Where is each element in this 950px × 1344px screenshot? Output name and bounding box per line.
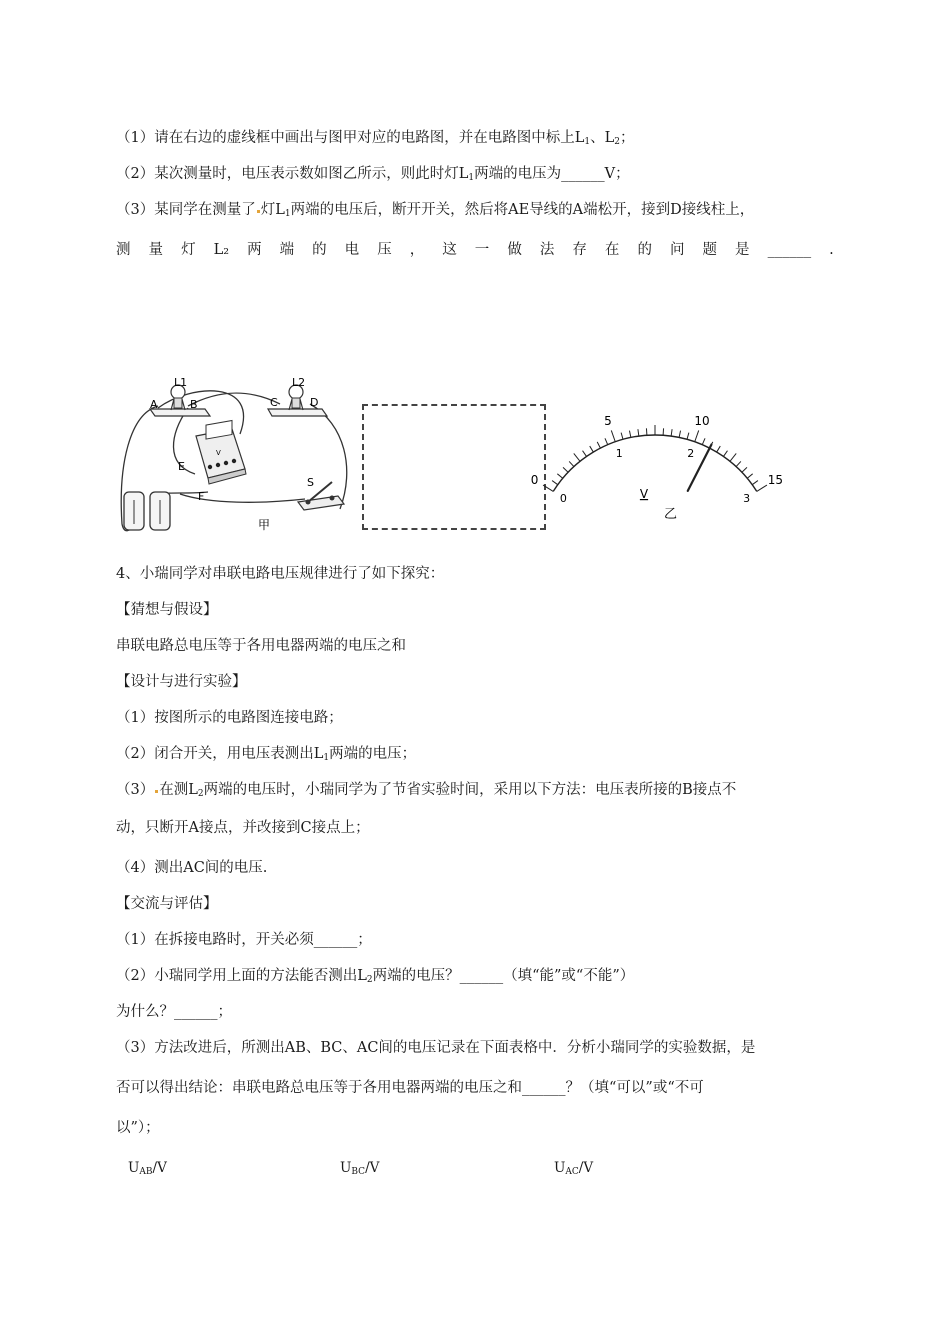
label-l1: L1 (174, 376, 188, 389)
dial-lower-label: 1 (615, 447, 623, 461)
dial-upper-label: 0 (530, 472, 539, 487)
spread-char: 电 (344, 242, 360, 258)
dial-tick (629, 431, 630, 438)
label-switch: S (307, 476, 314, 489)
spread-char: 量 (148, 242, 164, 258)
dial-tick (736, 461, 741, 466)
voltmeter-device (196, 420, 246, 484)
terminal-a: A (150, 398, 158, 411)
dial-tick (695, 430, 699, 441)
table-header-uac: $U_{AC}/V$ (554, 1160, 594, 1177)
q4-step3-continued: 动，只断开A接点，并改接到C接点上； (116, 820, 370, 836)
circuit-drawing-box[interactable] (362, 404, 546, 530)
dial-lower-label: 2 (687, 447, 695, 461)
terminal-b: B (190, 398, 198, 411)
dial-tick (742, 467, 747, 472)
table-header-ubc: $U_{BC}/V$ (340, 1160, 380, 1177)
spread-char: 一 (474, 242, 490, 258)
q4-eval3: （3）方法改进后，所测出AB、BC、AC间的电压记录在下面表格中．分析小瑞同学的实验数据，是 (116, 1040, 756, 1056)
dial-tick (730, 453, 736, 461)
q4-step2: （2）闭合开关，用电压表测出$L_1$两端的电压； (116, 746, 417, 763)
voltmeter-dial-yi (530, 380, 784, 530)
annotation-dot (257, 210, 260, 213)
dial-tick (557, 474, 562, 478)
spread-char: 问 (669, 242, 685, 258)
voltmeter-symbol: V (216, 449, 221, 457)
dial-tick (583, 451, 587, 457)
spread-char: . (829, 242, 834, 258)
label-l2: L2 (292, 376, 306, 389)
dial-tick (621, 433, 623, 440)
dial-tick (569, 461, 574, 466)
q4-heading-evaluation: 【交流与评估】 (116, 896, 218, 912)
q4-eval3-continued: 否可以得出结论：串联电路总电压等于各用电器两端的电压之和______？（填“可以”或“不可 (116, 1080, 704, 1096)
q4-hypothesis: 串联电路总电压等于各用电器两端的电压之和 (116, 638, 406, 654)
dial-tick (605, 438, 608, 444)
dial-upper-label: 10 (694, 414, 710, 429)
table-header-uab: $U_{AB}/V$ (128, 1160, 167, 1177)
spread-char: 在 (604, 242, 620, 258)
q4-eval1: （1）在拆接电路时，开关必须______； (116, 932, 372, 948)
spread-char: L₂ (213, 242, 230, 258)
spread-char: 题 (702, 242, 718, 258)
spread-char: 的 (312, 242, 327, 258)
q3-sub3: （3）某同学在测量了 灯$L_1$两端的电压后，断开开关，然后将AE导线的A端松开，接到D接线柱上， (116, 202, 755, 219)
switch-device (298, 482, 344, 510)
dial-lower-label: 0 (559, 491, 567, 505)
dial-tick (687, 433, 689, 440)
q4-step1: （1）按图所示的电路图连接电路； (116, 710, 343, 726)
q4-heading-hypothesis: 【猜想与假设】 (116, 602, 218, 618)
spread-char: 法 (539, 242, 555, 258)
dial-lower-label: 3 (743, 491, 751, 505)
q3-sub3-continued (116, 240, 834, 260)
circuit-figure-jia (110, 374, 360, 534)
caption-yi: 乙 (664, 507, 678, 522)
wire-b-c (188, 393, 280, 406)
q3-sub1: （1）请在右边的虚线框中画出与图甲对应的电路图，并在电路图中标上$L_1$、$L_2$； (116, 130, 635, 147)
wire-d-switch (310, 404, 347, 509)
dial-tick (611, 430, 615, 441)
q3-sub2: （2）某次测量时，电压表示数如图乙所示，则此时灯$L_1$两端的电压为______V； (116, 166, 630, 183)
terminal-c: C (270, 396, 278, 409)
dial-tick (590, 446, 594, 452)
spread-char: 测 (116, 242, 131, 258)
battery-pack (124, 492, 170, 530)
spread-char: 是 (735, 242, 750, 258)
dial-tick (597, 442, 600, 448)
dial-tick (702, 438, 705, 444)
q4-eval3-end: 以”）； (116, 1120, 160, 1136)
spread-char: 存 (572, 242, 587, 258)
dial-tick (752, 481, 758, 485)
caption-jia: 甲 (258, 518, 271, 532)
terminal-e: E (178, 460, 185, 473)
dial-tick (574, 453, 580, 461)
annotation-dot (155, 790, 158, 793)
q4-heading-design: 【设计与进行实验】 (116, 674, 247, 690)
dial-upper-label: 15 (767, 472, 784, 487)
dial-tick (638, 429, 639, 436)
dial-tick (552, 481, 558, 485)
q4-step4: （4）测出AC间的电压. (116, 860, 268, 876)
spread-char: 两 (247, 242, 262, 258)
terminal-d: D (310, 396, 319, 409)
terminal-f: F (198, 490, 205, 503)
dial-tick (563, 467, 568, 472)
spread-char: 的 (637, 242, 652, 258)
dial-tick (671, 429, 672, 436)
dial-arc (553, 435, 757, 491)
dial-tick (723, 451, 727, 457)
spread-char: 做 (507, 242, 522, 258)
q4-eval2: （2）小瑞同学用上面的方法能否测出$L_2$两端的电压？______（填“能”或“不能”） (116, 968, 635, 985)
spread-char: 灯 (181, 242, 196, 258)
spread-char: 这 (442, 242, 457, 258)
dial-unit: V (639, 487, 649, 501)
q4-eval2-why: 为什么？______； (116, 1004, 232, 1020)
q4-step3: （3） 在测$L_2$两端的电压时，小瑞同学为了节省实验时间，采用以下方法：电压表所接的B接点不 (116, 782, 737, 799)
dial-tick (747, 474, 752, 478)
spread-char: ， (409, 242, 425, 258)
dial-tick (717, 446, 721, 452)
spread-char: ______ (767, 242, 812, 258)
dial-tick (543, 485, 553, 491)
dial-scale (531, 414, 783, 505)
dial-upper-label: 5 (604, 414, 612, 429)
spread-char: 压 (377, 242, 392, 258)
dial-tick (757, 485, 767, 491)
dial-tick (679, 431, 680, 438)
spread-char: 端 (279, 242, 295, 258)
q4-title: 4、小瑞同学对串联电路电压规律进行了如下探究： (116, 566, 445, 582)
